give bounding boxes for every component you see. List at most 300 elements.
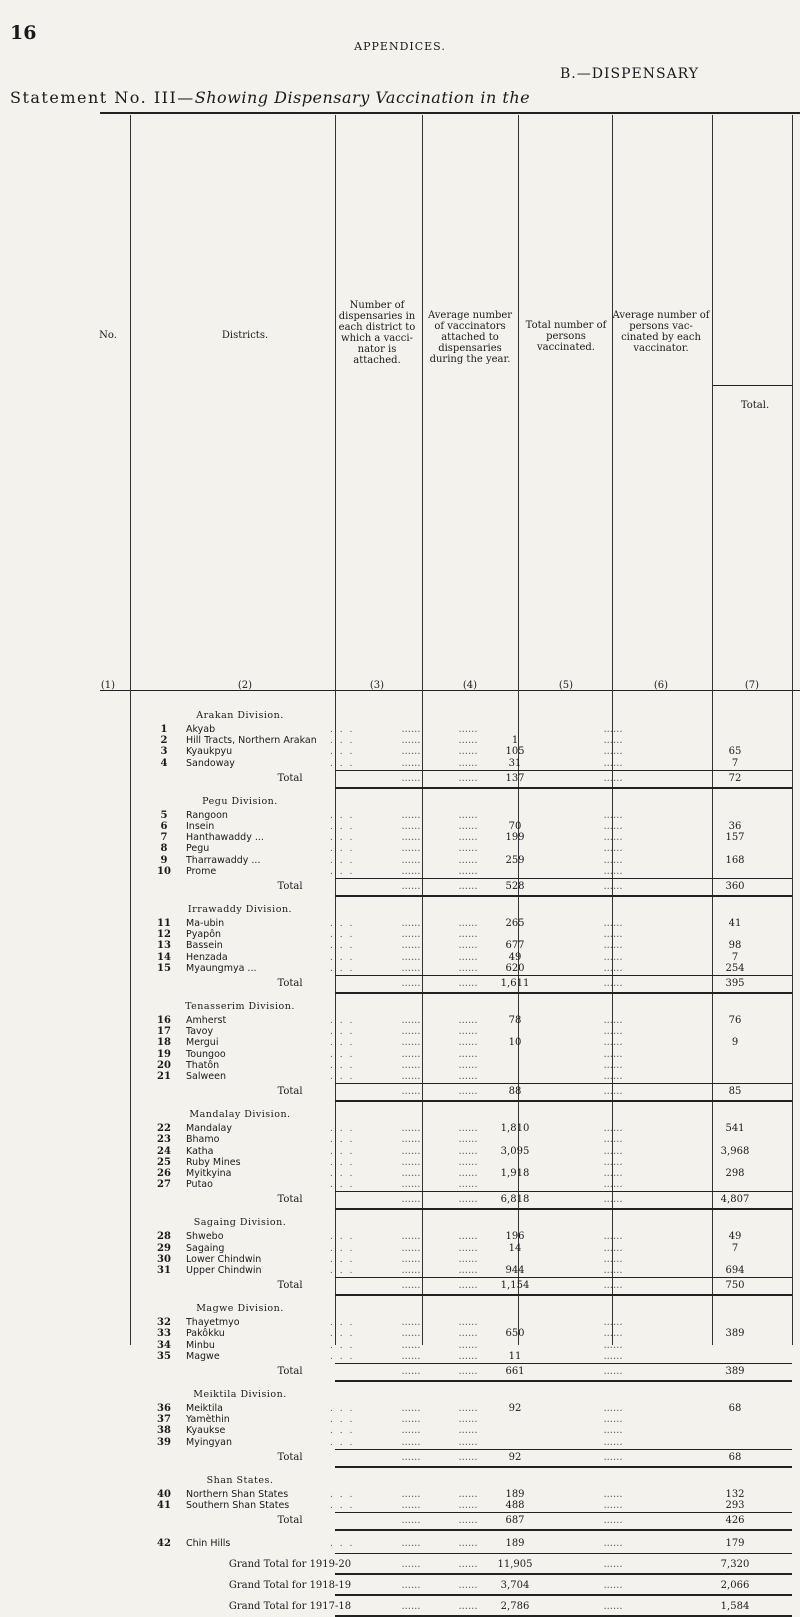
total-d3-filler: ...... — [401, 881, 421, 892]
total-vaccinated-cell: 650 — [505, 1328, 525, 1340]
row-d4-filler: ...... — [458, 735, 478, 747]
total-d3-filler: ...... — [401, 772, 421, 784]
row-d3-filler: ...... — [401, 1500, 421, 1511]
dot-leader: . . . — [330, 1180, 355, 1191]
total-d4-filler: ...... — [458, 978, 478, 989]
row-d6-filler: ...... — [603, 1414, 623, 1426]
district-name: Henzada — [186, 951, 228, 963]
row-d4-filler: ...... — [458, 940, 478, 952]
total-d4-filler: ...... — [458, 1194, 478, 1206]
district-name: Akyab — [186, 724, 216, 735]
row-d4-filler: ...... — [458, 1488, 478, 1500]
total-vaccinated-cell: 10 — [508, 1037, 522, 1049]
row-number: 28 — [157, 1231, 171, 1243]
row-number: 4 — [160, 757, 168, 769]
division-total-vaccinated: 687 — [505, 1515, 525, 1527]
row-d4-filler: ...... — [458, 1317, 478, 1329]
row-d4-filler: ...... — [458, 757, 478, 769]
row-d3-filler: ...... — [401, 1037, 421, 1049]
district-name: Ma-ubin — [186, 918, 225, 929]
row-number: 38 — [157, 1425, 171, 1437]
grand-total: 7,320 — [720, 1559, 750, 1571]
row-number: 24 — [157, 1145, 171, 1157]
total-d6-filler: ...... — [603, 1451, 623, 1463]
row-d4-filler: ...... — [458, 1037, 478, 1049]
total-d4-filler: ...... — [458, 1086, 478, 1098]
dot-leader: . . . — [330, 1124, 355, 1135]
row-d4-filler: ...... — [458, 1059, 478, 1071]
district-name: Southern Shan States — [186, 1500, 290, 1511]
total-cell: 9 — [731, 1037, 739, 1049]
row-d6-filler: ...... — [603, 1048, 623, 1060]
table-row — [0, 929, 800, 941]
row-d6-filler: ...... — [603, 1403, 623, 1414]
division-total: 4,807 — [720, 1194, 750, 1206]
district-name: Lower Chindwin — [186, 1253, 262, 1265]
col-num-6: (6) — [653, 680, 669, 691]
row-d4-filler: ...... — [458, 746, 478, 758]
total-d4-filler: ...... — [458, 1280, 478, 1292]
dot-leader: . . . — [330, 1049, 355, 1060]
row-d3-filler: ...... — [401, 1168, 421, 1179]
total-vaccinated-cell: 3,095 — [500, 1145, 530, 1157]
district-name: Putao — [186, 1179, 213, 1191]
district-name: Myaungmya ... — [186, 962, 257, 974]
statement-title-lead: Statement No. III— — [10, 88, 195, 107]
division-total-label: Total — [277, 1280, 303, 1292]
row-d3-filler: ...... — [401, 962, 421, 974]
grand-d6-filler: ...... — [603, 1580, 623, 1592]
dot-leader: . . . — [330, 822, 355, 832]
row-d4-filler: ...... — [458, 854, 478, 866]
district-name: Hanthawaddy ... — [186, 832, 264, 844]
dot-leader: . . . — [330, 747, 355, 758]
dot-leader: . . . — [330, 930, 355, 941]
division-total-label: Total — [277, 881, 303, 892]
row-d6-filler: ...... — [603, 1071, 623, 1082]
district-name: Pakôkku — [186, 1328, 225, 1340]
division-total-vaccinated: 137 — [505, 772, 525, 784]
row-d6-filler: ...... — [603, 757, 623, 769]
total-cell: 68 — [728, 1403, 742, 1414]
dot-leader: . . . — [330, 1489, 355, 1500]
table-row — [0, 1254, 800, 1266]
district-name: Pyapôn — [186, 929, 222, 941]
row-d4-filler: ...... — [458, 1339, 478, 1351]
district-name: Katha — [186, 1145, 214, 1157]
dot-leader: . . . — [330, 1072, 355, 1082]
total-vaccinated-cell: 189 — [505, 1488, 525, 1500]
row-d3-filler: ...... — [401, 724, 421, 735]
table-row — [0, 1317, 800, 1329]
dot-leader: . . . — [330, 1016, 355, 1026]
table-row — [0, 1437, 800, 1449]
row-d6-filler: ...... — [603, 962, 623, 974]
division-total-label: Total — [277, 978, 303, 989]
grand-total-vaccinated: 3,704 — [500, 1580, 530, 1592]
total-cell: 7 — [731, 757, 739, 769]
row-d6-filler: ...... — [603, 1242, 623, 1254]
row-rule — [335, 1573, 792, 1575]
division-total-label: Total — [277, 1515, 303, 1527]
row-d3-filler: ...... — [401, 1265, 421, 1276]
row-d4-filler: ...... — [458, 1425, 478, 1437]
row-d6-filler: ...... — [603, 1134, 623, 1146]
row-d4-filler: ...... — [458, 962, 478, 974]
table-row — [0, 1134, 800, 1146]
table-row — [0, 1265, 800, 1277]
row-d3-filler: ...... — [401, 1179, 421, 1191]
dot-leader: . . . — [330, 1060, 355, 1071]
row-rule — [335, 1449, 792, 1450]
dot-leader: . . . — [330, 1027, 355, 1038]
row-number: 26 — [157, 1168, 171, 1179]
table-row — [0, 724, 800, 736]
statement-title — [10, 88, 790, 107]
row-d3-filler: ...... — [401, 1317, 421, 1329]
row-number: 14 — [157, 951, 171, 963]
row-d3-filler: ...... — [401, 746, 421, 758]
district-name: Shwebo — [186, 1231, 224, 1243]
row-d3-filler: ...... — [401, 854, 421, 866]
total-d4-filler: ...... — [458, 772, 478, 784]
table-row — [0, 1489, 800, 1501]
grand-d6-filler: ...... — [603, 1601, 623, 1613]
district-name: Mergui — [186, 1037, 219, 1049]
row-rule — [335, 1380, 792, 1382]
top-rule — [100, 112, 800, 114]
row-d3-filler: ...... — [401, 1231, 421, 1243]
district-name: Mandalay — [186, 1123, 232, 1135]
dot-leader: . . . — [330, 866, 355, 877]
row-number: 42 — [157, 1538, 171, 1550]
row-number: 10 — [157, 865, 171, 877]
row-rule — [335, 1594, 792, 1596]
row-d4-filler: ...... — [458, 1414, 478, 1426]
row-d6-filler: ...... — [603, 940, 623, 952]
table-row — [0, 843, 800, 855]
total-d3-filler: ...... — [401, 1086, 421, 1098]
row-rule — [335, 878, 792, 879]
row-rule — [335, 1100, 792, 1102]
total-vaccinated-cell: 677 — [505, 940, 525, 952]
district-name: Sandoway — [186, 757, 235, 769]
division-total: 85 — [728, 1086, 742, 1098]
row-d4-filler: ...... — [458, 865, 478, 877]
row-d6-filler: ...... — [603, 1015, 623, 1026]
row-number: 20 — [157, 1059, 171, 1071]
row-d6-filler: ...... — [603, 865, 623, 877]
row-number: 12 — [157, 929, 171, 941]
row-d6-filler: ...... — [603, 1339, 623, 1351]
total-d6-filler: ...... — [603, 881, 623, 892]
row-d3-filler: ...... — [401, 757, 421, 769]
total-d3-filler: ...... — [401, 1280, 421, 1292]
row-d6-filler: ...... — [603, 1168, 623, 1179]
district-name: Meiktila — [186, 1403, 224, 1414]
col-header-vaccinators: Average number of vaccinators attached to dispensaries during the year. — [427, 310, 513, 365]
division-title: Irrawaddy Division. — [187, 904, 293, 915]
dot-leader: . . . — [330, 844, 355, 855]
row-rule — [335, 1553, 792, 1554]
dot-leader: . . . — [330, 919, 355, 929]
row-d3-filler: ...... — [401, 832, 421, 844]
chin-d4-filler: ...... — [458, 1538, 478, 1550]
row-number: 6 — [160, 821, 168, 832]
row-d4-filler: ...... — [458, 1265, 478, 1276]
row-number: 33 — [157, 1328, 171, 1340]
grand-d6-filler: ...... — [603, 1559, 623, 1571]
col-num-1: (1) — [100, 680, 116, 691]
row-d3-filler: ...... — [401, 1026, 421, 1038]
division-title: Tenasserim Division. — [185, 1001, 295, 1012]
dot-leader: . . . — [330, 1351, 355, 1362]
row-d4-filler: ...... — [458, 1436, 478, 1448]
district-name: Chin Hills — [186, 1538, 231, 1550]
col-header-no: No. — [99, 330, 117, 341]
row-number: 11 — [157, 918, 171, 929]
row-rule — [335, 1466, 792, 1468]
table-row — [0, 866, 800, 878]
dot-leader: . . . — [330, 1426, 355, 1437]
row-d6-filler: ...... — [603, 1253, 623, 1265]
table-row — [0, 1328, 800, 1340]
dot-leader: . . . — [330, 1437, 355, 1448]
total-vaccinated-cell: 1,810 — [500, 1123, 530, 1135]
row-rule — [335, 770, 792, 771]
division-total-vaccinated: 92 — [508, 1451, 522, 1463]
grand-total-label: Grand Total for 1919-20 — [228, 1559, 352, 1571]
row-number: 31 — [157, 1265, 171, 1276]
division-total: 750 — [725, 1280, 745, 1292]
division-title: Sagaing Division. — [193, 1217, 287, 1229]
table-row — [0, 746, 800, 758]
division-total-label: Total — [277, 1366, 303, 1377]
row-d4-filler: ...... — [458, 724, 478, 735]
total-cell: 157 — [725, 832, 745, 844]
total-vaccinated-cell: 70 — [508, 821, 522, 832]
dot-leader: . . . — [330, 1501, 355, 1511]
row-rule — [335, 992, 792, 994]
total-cell: 168 — [725, 854, 745, 866]
total-d4-filler: ...... — [458, 881, 478, 892]
row-d3-filler: ...... — [401, 951, 421, 963]
col-num-2: (2) — [237, 680, 253, 691]
col-header-average-vaccinated: Average number of persons vac-cinated by each vaccinator. — [612, 310, 710, 354]
row-d3-filler: ...... — [401, 843, 421, 855]
total-vaccinated-cell: 620 — [505, 962, 525, 974]
row-d6-filler: ...... — [603, 1123, 623, 1135]
district-name: Toungoo — [186, 1048, 226, 1060]
dot-leader: . . . — [330, 1266, 355, 1276]
table-row — [0, 758, 800, 770]
division-title: Pegu Division. — [202, 795, 278, 807]
row-number: 5 — [160, 809, 168, 821]
dot-leader: . . . — [330, 1340, 355, 1351]
row-d3-filler: ...... — [401, 1145, 421, 1157]
division-total-label: Total — [277, 1451, 303, 1463]
row-d6-filler: ...... — [603, 1350, 623, 1362]
row-d6-filler: ...... — [603, 1328, 623, 1340]
grand-total-row — [0, 1579, 800, 1593]
district-name: Yamèthin — [186, 1414, 230, 1426]
row-d6-filler: ...... — [603, 929, 623, 941]
division-total-row — [0, 1514, 800, 1528]
division-total-row — [0, 1279, 800, 1293]
district-name: Tavoy — [186, 1026, 214, 1038]
row-number: 39 — [157, 1436, 171, 1448]
division-title: Mandalay Division. — [189, 1109, 291, 1121]
dot-leader: . . . — [330, 1254, 355, 1265]
total-d6-filler: ...... — [603, 1280, 623, 1292]
table-row — [0, 1015, 800, 1027]
table-row — [0, 821, 800, 833]
row-number: 22 — [157, 1123, 171, 1135]
total-vaccinated-cell: 196 — [505, 1231, 525, 1243]
table-row — [0, 1168, 800, 1180]
row-rule — [335, 895, 792, 897]
district-name: Myingyan — [186, 1436, 232, 1448]
row-d3-filler: ...... — [401, 1403, 421, 1414]
division-total: 72 — [728, 772, 742, 784]
district-name: Minbu — [186, 1339, 215, 1351]
row-number: 1 — [160, 724, 168, 735]
total-cell: 254 — [725, 962, 745, 974]
division-total-vaccinated: 661 — [505, 1366, 525, 1377]
total-cell: 65 — [728, 746, 742, 758]
row-d6-filler: ...... — [603, 1179, 623, 1191]
row-number: 40 — [157, 1488, 171, 1500]
district-name: Bassein — [186, 940, 223, 952]
row-d4-filler: ...... — [458, 1026, 478, 1038]
division-total-row — [0, 1085, 800, 1099]
table-row — [0, 1500, 800, 1512]
district-name: Thatôn — [186, 1059, 220, 1071]
row-d3-filler: ...... — [401, 865, 421, 877]
row-d4-filler: ...... — [458, 951, 478, 963]
district-name: Northern Shan States — [186, 1488, 289, 1500]
row-d6-filler: ...... — [603, 918, 623, 929]
row-d4-filler: ...... — [458, 1500, 478, 1511]
table-row — [0, 1071, 800, 1083]
district-name: Tharrawaddy ... — [186, 854, 261, 866]
row-d4-filler: ...... — [458, 1253, 478, 1265]
row-d6-filler: ...... — [603, 1145, 623, 1157]
grand-total: 1,584 — [720, 1601, 750, 1613]
row-d4-filler: ...... — [458, 1350, 478, 1362]
grand-d4-filler: ...... — [458, 1580, 478, 1592]
row-number: 25 — [157, 1156, 171, 1168]
grand-d4-filler: ...... — [458, 1601, 478, 1613]
table-row — [0, 1231, 800, 1243]
district-name: Thayetmyo — [186, 1317, 240, 1329]
chin-d3-filler: ...... — [401, 1538, 421, 1550]
row-d3-filler: ...... — [401, 1059, 421, 1071]
division-total-row — [0, 1365, 800, 1379]
row-d3-filler: ...... — [401, 1015, 421, 1026]
table-row — [0, 1414, 800, 1426]
district-name: Sagaing — [186, 1242, 225, 1254]
row-rule — [335, 1208, 792, 1210]
table-row — [0, 1243, 800, 1255]
total-vaccinated-cell: 92 — [508, 1403, 522, 1414]
row-number: 19 — [157, 1048, 171, 1060]
row-d4-filler: ...... — [458, 1231, 478, 1243]
row-rule — [335, 787, 792, 789]
table-row — [0, 940, 800, 952]
row-number: 30 — [157, 1253, 171, 1265]
total-d6-filler: ...... — [603, 978, 623, 989]
row-number: 7 — [160, 832, 168, 844]
row-d4-filler: ...... — [458, 821, 478, 832]
row-d3-filler: ...... — [401, 1253, 421, 1265]
total-cell: 7 — [731, 1242, 739, 1254]
row-number: 32 — [157, 1317, 171, 1329]
total-d3-filler: ...... — [401, 1366, 421, 1377]
section-label: B.—DISPENSARY — [560, 66, 700, 82]
total-cell: 298 — [725, 1168, 745, 1179]
division-title: Shan States. — [206, 1474, 274, 1486]
dot-leader: . . . — [330, 1329, 355, 1340]
row-number: 23 — [157, 1134, 171, 1146]
total-vaccinated-cell: 488 — [505, 1500, 525, 1511]
row-number: 34 — [157, 1339, 171, 1351]
total-d3-filler: ...... — [401, 978, 421, 989]
row-rule — [335, 1277, 792, 1278]
row-d3-filler: ...... — [401, 1339, 421, 1351]
row-d4-filler: ...... — [458, 1179, 478, 1191]
total-cell: 98 — [728, 940, 742, 952]
grand-total-vaccinated: 2,786 — [500, 1601, 530, 1613]
table-row — [0, 1049, 800, 1061]
dot-leader: . . . — [330, 963, 355, 974]
dot-leader: . . . — [330, 1404, 355, 1414]
row-rule — [335, 1083, 792, 1084]
row-d6-filler: ...... — [603, 1059, 623, 1071]
row-number: 17 — [157, 1026, 171, 1038]
col-header-total: Total. — [740, 400, 770, 411]
row-d6-filler: ...... — [603, 1425, 623, 1437]
total-vaccinated-cell: 78 — [508, 1015, 522, 1026]
table-row — [0, 735, 800, 747]
total-d3-filler: ...... — [401, 1451, 421, 1463]
division-total-row — [0, 1193, 800, 1207]
row-d6-filler: ...... — [603, 951, 623, 963]
table-row — [0, 918, 800, 930]
row-d4-filler: ...... — [458, 918, 478, 929]
row-d4-filler: ...... — [458, 1123, 478, 1135]
total-d3-filler: ...... — [401, 1194, 421, 1206]
division-total-vaccinated: 1,154 — [500, 1280, 530, 1292]
row-number: 36 — [157, 1403, 171, 1414]
page-number: 16 — [10, 22, 37, 44]
row-d3-filler: ...... — [401, 929, 421, 941]
dot-leader: . . . — [330, 833, 355, 844]
row-d4-filler: ...... — [458, 1071, 478, 1082]
table-row — [0, 855, 800, 867]
row-number: 21 — [157, 1071, 171, 1082]
dot-leader: . . . — [330, 1157, 355, 1168]
division-total-row — [0, 1451, 800, 1465]
division-total: 395 — [725, 978, 745, 989]
table-row — [0, 1403, 800, 1415]
dot-leader: . . . — [330, 725, 355, 735]
dot-leader: . . . — [330, 941, 355, 952]
district-name: Prome — [186, 865, 217, 877]
row-d3-filler: ...... — [401, 1071, 421, 1082]
dot-leader: . . . — [330, 1169, 355, 1179]
grand-d3-filler: ...... — [401, 1559, 421, 1571]
